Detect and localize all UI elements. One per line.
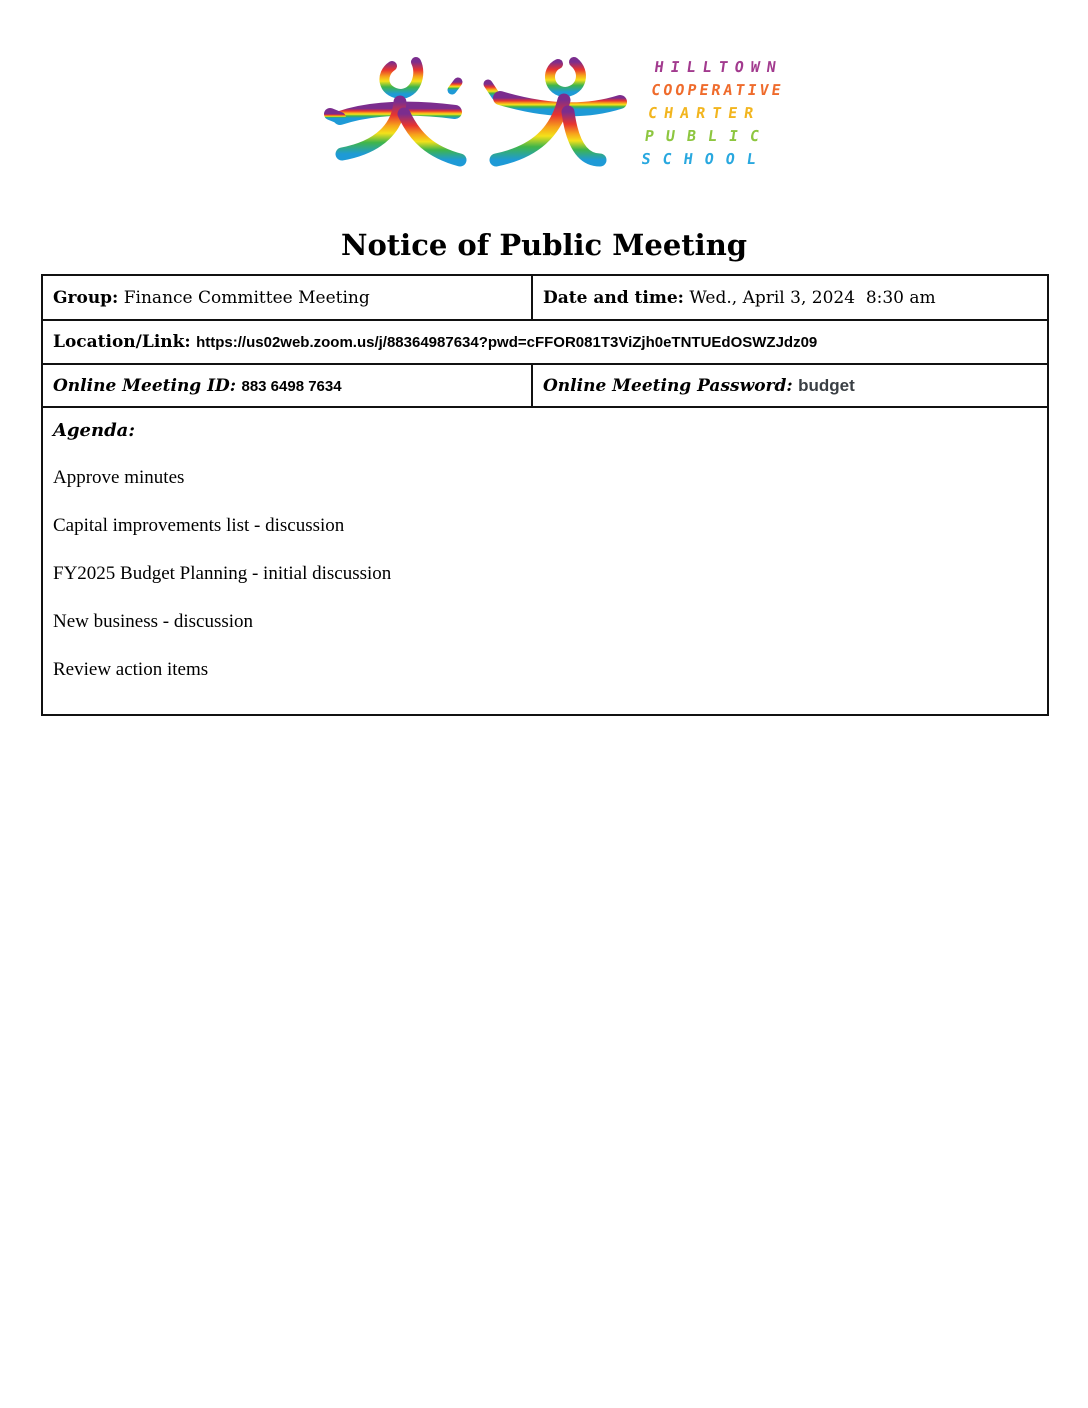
meeting-id-label: Online Meeting ID: [53,375,237,396]
agenda-cell [42,407,1048,715]
agenda-item: Approve minutes [53,467,185,488]
logo-line-hilltown: HILLTOWN [653,58,785,76]
meeting-id-value: 883 6498 7634 [241,377,342,395]
agenda-list [53,467,1037,707]
dancing-figures-logo-icon [320,52,640,182]
logo-line-school: SCHOOL [640,150,770,168]
logo-line-public: PUBLIC [643,127,773,145]
password-cell [532,364,1048,407]
logo-line-cooperative: COOPERATIVE [650,81,785,99]
logo-line-charter: CHARTER [646,104,762,122]
location-cell [42,320,1048,364]
table-row [42,320,1048,364]
meeting-id-cell [42,364,532,407]
password-label: Online Meeting Password: [543,375,793,396]
group-label: Group: [53,287,119,308]
page-title: Notice of Public Meeting [340,228,748,262]
agenda-item: FY2025 Budget Planning - initial discussion [53,563,392,584]
datetime-cell [532,275,1048,320]
group-value: Finance Committee Meeting [123,287,370,308]
meeting-details-table [41,274,1049,716]
school-logo [320,52,790,182]
agenda-item: Review action items [53,659,209,680]
agenda-label: Agenda: [53,420,135,441]
agenda-item: New business - discussion [53,611,254,632]
location-label: Location/Link: [53,332,191,352]
datetime-value: Wed., April 3, 2024 8:30 am [689,287,936,308]
table-row [42,364,1048,407]
group-cell [42,275,532,320]
table-row [42,275,1048,320]
agenda-item: Capital improvements list - discussion [53,515,345,536]
table-row [42,407,1048,715]
password-value: budget [798,375,855,395]
logo-school-name [640,56,796,171]
location-link[interactable]: https://us02web.zoom.us/j/88364987634?pwd=cFFOR081T3ViZjh0eTNTUEdOSWZJdz09 [196,334,818,351]
datetime-label: Date and time: [543,287,684,308]
